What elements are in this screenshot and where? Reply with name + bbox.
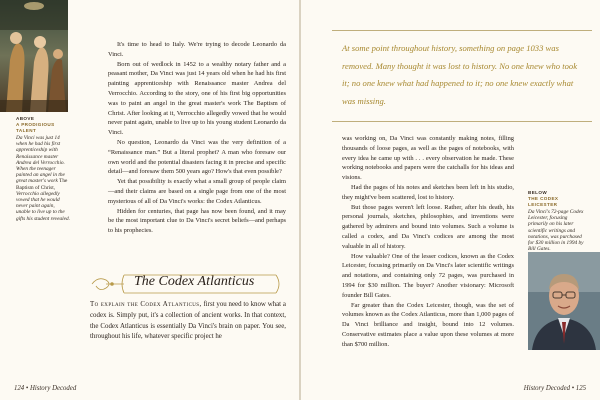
caption-position-label: ABOVE <box>16 116 35 121</box>
pull-quote-top-rule <box>332 30 592 31</box>
right-body-column <box>342 134 514 350</box>
painting-illustration <box>0 0 68 112</box>
caption-text-part: , Verrocchio allegedly vowed that he would never paint again, unable to live up to the gifts his student revealed. <box>16 184 70 222</box>
body-paragraph: Hidden for centuries, that page has now been found, and it may be the most important clue to Da Vinci's secret beliefs—and perhaps to his prophecies. <box>108 207 286 235</box>
left-body-column <box>108 40 286 236</box>
section-paragraph-text: first you need to know what a codex is. Simply put, it's a collection of ancient works. In that context, the Codex Atlanticus is essentially Da Vinci's brain on paper. You see, throughout his life, whatever specific project he <box>90 301 286 341</box>
body-paragraph: Born out of wedlock in 1452 to a wealthy notary father and a peasant mother, Da Vinci was just 14 years old when he had his first painting apprenticeship with Renaissance master Andrea del Verrocchio. According to the story, one of his first big opportunities was to paint an angel in the great master's work The Baptism of Christ. After looking at it, Verrocchio allegedly vowed that he would never paint again, unable to live up to his young student Leonardo da Vinci. <box>108 60 286 137</box>
baptism-painting-image <box>0 0 68 112</box>
bill-gates-photo <box>528 252 600 350</box>
body-paragraph: Yet that possibility is exactly what a small group of people claim—and their claims are based on a single page from one of the most mysterious of all of Da Vinci's works: the Codex Atlanticus. <box>108 178 286 205</box>
body-paragraph: But those pages weren't left loose. Rather, after his death, his personal journals, sketches, philosophies, and inventions were gathered by admirers and bound into volumes. Such a volume is called a codex, and Da Vinci's codices are among the most valuable in all of history. <box>342 203 514 250</box>
body-paragraph: was working on, Da Vinci was constantly making notes, filling thousands of loose pages, as well as the pages of notebooks, with every idea he came up with . . . every observation he made. These working notebooks and papers were the catchalls for his ideas and visions. <box>342 135 514 182</box>
section-lead-in: To explain the Codex Atlanticus, <box>90 301 202 308</box>
body-paragraph: How valuable? One of the lesser codices, known as the Codex Leicester, focusing primarily on Da Vinci's later scientific writings and notations, and containing only 72 pages, was purchased in 1994 for $30 million. The buyer? Another visionary: Microsoft founder Bill Gates. <box>342 252 514 299</box>
caption-title: A PRODIGIOUS TALENT <box>16 122 55 133</box>
pull-quote: At some point throughout history, something on page 1033 was removed. Many thought it was lost to history. No one knew who took it; no one knew what had happened to it; no one knew exactly what was missing. <box>342 43 578 106</box>
body-paragraph: Far greater than the Codex Leicester, though, was the set of volumes known as the Codex Atlanticus, more than 1,000 pages of Da Vinci brilliance and insight, bound into 12 volumes. Conservative estimates place a value upon these volumes at more than $700 million. <box>342 301 514 348</box>
body-paragraph: Had the pages of his notes and sketches been left in his studio, they might've been scattered, lost to history. <box>342 183 514 201</box>
caption-work-title: The Baptism of Christ <box>16 178 68 191</box>
left-page-footer: 124 • History Decoded <box>14 385 77 392</box>
caption-position-label: BELOW <box>528 190 548 195</box>
section-body <box>90 300 286 343</box>
body-paragraph: No question, Leonardo da Vinci was the very definition of a “Renaissance man.” But a literal prophet? A man who foresaw our own world and the potential disasters facing it in precise and specific detail—and foresaw them 500 years ago? How's that even possible? <box>108 138 286 176</box>
caption-text: Da Vinci's 72-page Codex Leicester, focusing primarily on his later scientific writings and notations, was purchased for $30 million in 1994 by Bill Gates. <box>528 209 584 253</box>
section-heading-ornament <box>88 272 286 296</box>
caption-text <box>16 135 70 222</box>
section-title: The Codex Atlanticus <box>134 274 255 289</box>
right-page-footer: History Decoded • 125 <box>523 385 586 392</box>
caption-text-part: Da Vinci was just 14 when he had his first apprenticeship with Renaissance master Andrea del Verrocchio. When the teenager painted an angel in the great master's work <box>16 135 65 185</box>
page-gutter <box>299 0 301 400</box>
section-paragraph <box>90 300 286 343</box>
body-paragraph: It's time to head to Italy. We're trying to decode Leonardo da Vinci. <box>108 41 286 58</box>
right-photo-caption <box>528 190 584 252</box>
pull-quote-bottom-rule <box>332 121 592 122</box>
caption-title: THE CODEX LEICESTER <box>528 196 559 207</box>
left-photo-caption <box>16 116 70 222</box>
portrait-illustration <box>528 252 600 350</box>
